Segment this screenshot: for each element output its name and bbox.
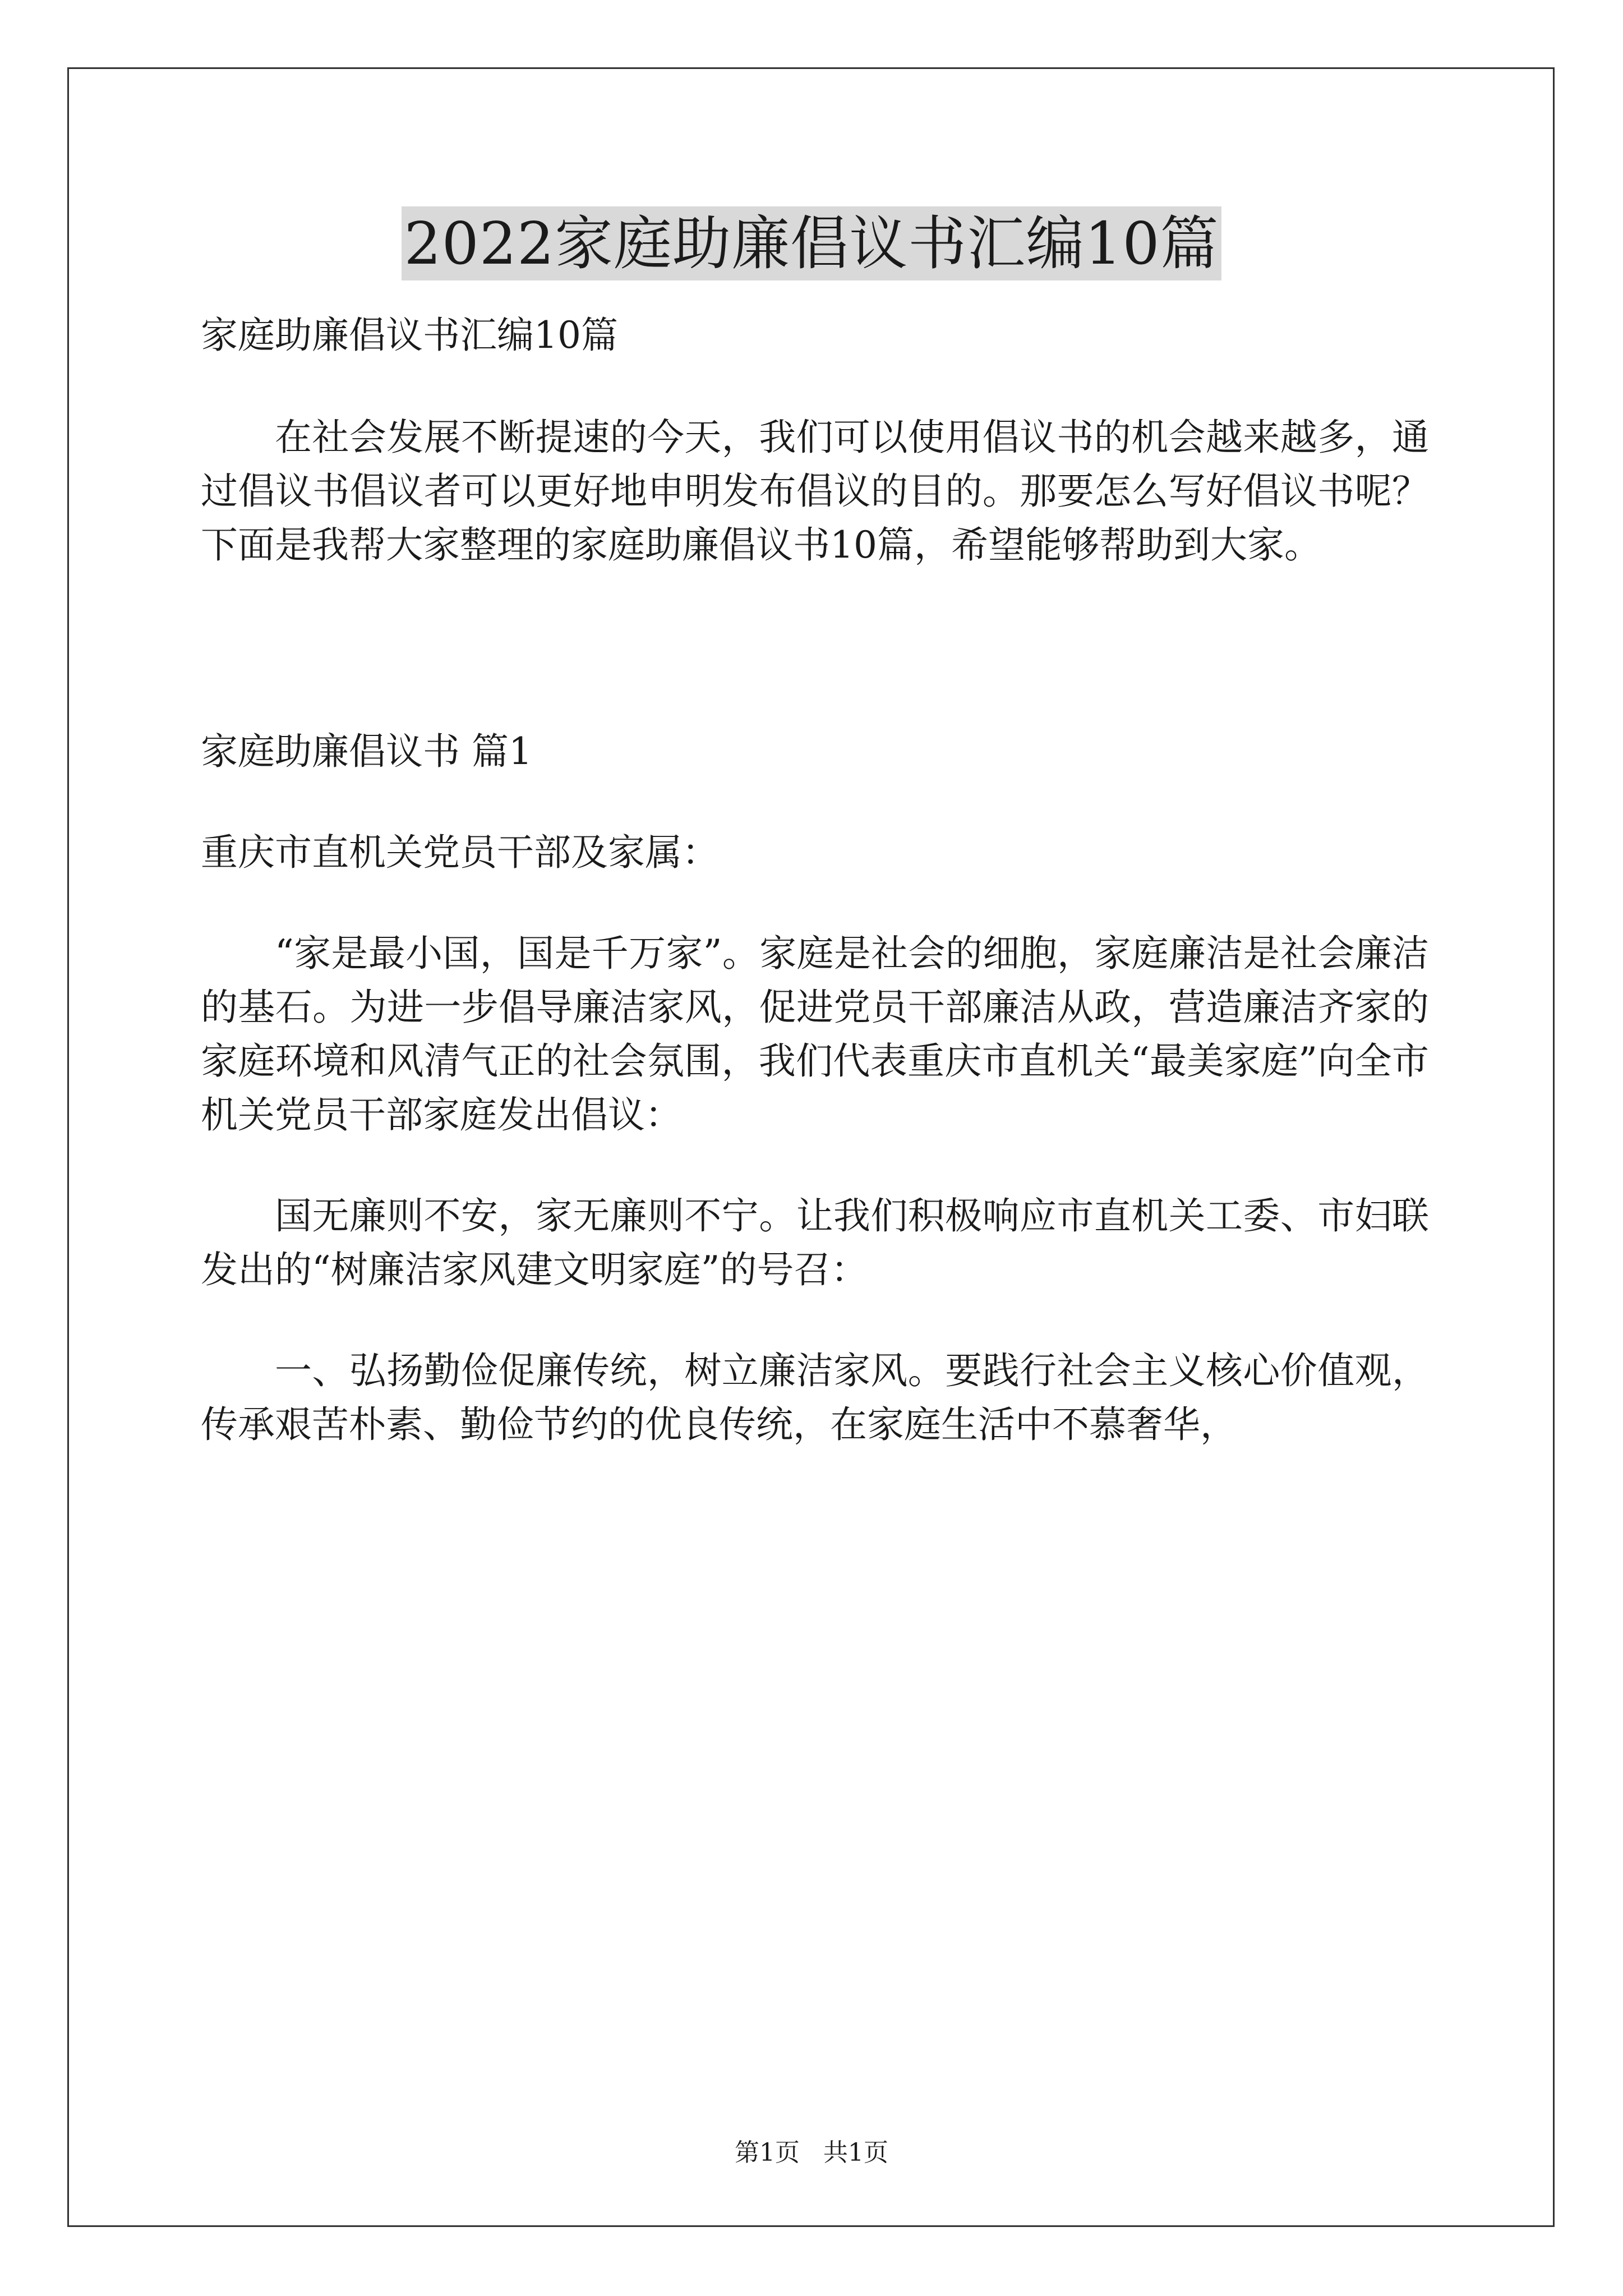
- document-title: 2022家庭助廉倡议书汇编10篇: [402, 206, 1221, 280]
- section-heading: 家庭助廉倡议书 篇1: [201, 730, 532, 773]
- body-paragraph: 一、弘扬勤俭促廉传统，树立廉洁家风。要践行社会主义核心价值观，传承艰苦朴素、勤俭节约的优良传统，在家庭生活中不慕奢华，: [201, 1349, 1429, 1446]
- salutation: 重庆市直机关党员干部及家属：: [201, 831, 719, 874]
- page-footer: [0, 2137, 1623, 2169]
- document-subtitle: 家庭助廉倡议书汇编10篇: [201, 314, 618, 357]
- body-paragraph: 国无廉则不安，家无廉则不宁。让我们积极响应市直机关工委、市妇联发出的“树廉洁家风建文明家庭”的号召：: [201, 1194, 1429, 1291]
- page-number-current: 第1页: [735, 2138, 800, 2167]
- intro-paragraph: 在社会发展不断提速的今天，我们可以使用倡议书的机会越来越多，通过倡议书倡议者可以更好地申明发布倡议的目的。那要怎么写好倡议书呢？下面是我帮大家整理的家庭助廉倡议书10篇，希望能够帮助到大家。: [201, 416, 1429, 567]
- body-paragraph: “家是最小国，国是千万家”。家庭是社会的细胞，家庭廉洁是社会廉洁的基石。为进一步倡导廉洁家风，促进党员干部廉洁从政，营造廉洁齐家的家庭环境和风清气正的社会氛围，我们代表重庆市直机关“最美家庭”向全市机关党员干部家庭发出倡议：: [201, 932, 1429, 1137]
- document-body: [201, 309, 1429, 1452]
- title-container: [0, 206, 1623, 280]
- page-number-total: 共1页: [823, 2138, 888, 2167]
